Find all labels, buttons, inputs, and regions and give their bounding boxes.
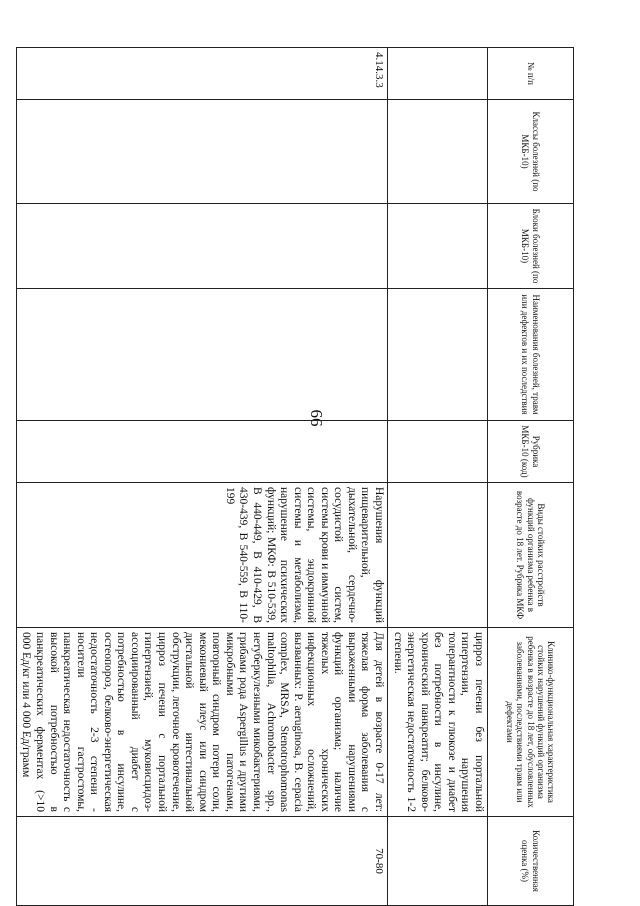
header-clinical: Клинико-функциональная характеристика стойких нарушений функций организма ребенка в возрасте до 18 лет, обусловленных заболеваниями, последствиями травм или дефектами [488,628,574,817]
header-disease: Наименования болезней, травм или дефектов и их последствия [488,289,574,421]
header-score: Количественная оценка (%) [488,817,574,906]
cont-rubric [388,421,488,483]
document-table-wrapper [20,47,574,905]
row-disease [16,289,387,421]
cont-disease [388,289,488,421]
table-row-4-14-3-3 [16,48,387,906]
header-kinds: Виды стойких расстройств функций организма ребенка в возрасте до 18 лет. Рубрика МКФ [488,483,574,628]
row-rubric [16,421,387,483]
disability-criteria-table [16,47,574,906]
row-clinical: Для детей в возрасте 0-17 лет: тяжелая форма заболевания с выраженными нарушениями функций организма; наличие тяжелых хронических инфекционных осложнений, вызванных: P. aeruginosa, B. cepacia complex, MRSA, Stenotrophomonas maltophilia, Achromobacter spp., нетуберкулезными микобактериями, грибами рода Aspergillus и другими микробными патогенами, повторный синдром потери соли, мекониевый илеус или синдром дистальной интестинальной обструкции, легочное кровотечение, цирроз печени с портальной гипертензией, муковисцидоз-ассоциированный диабет с потребностью в инсулине, остеопороз, белково-энергетическая недостаточность 2-3 степени - носители гастростомы, панкреатическая недостаточность с высокой потребностью в панкреатических ферментах (>10 000 Ед/кг или 4 000 Ед/грамм [16,628,387,817]
header-num: № п/п [488,48,574,100]
page-number-text: 66 [307,409,326,427]
cont-kinds [388,483,488,628]
row-num: 4.14.3.3 [16,48,387,100]
cont-block [388,204,488,289]
row-score: 70-80 [16,817,387,906]
header-block: Блоки болезней (по МКБ-10) [488,204,574,289]
cont-score [388,817,488,906]
header-rubric: Рубрика МКБ-10 (код) [488,421,574,483]
row-block [16,204,387,289]
cont-num [388,48,488,100]
row-class [16,100,387,204]
cont-clinical: цирроз печени без портальной гипертензии, нарушения толерантности к глюкозе и диабет без потребности в инсулине, хронический панкреатит; белково-энергетическая недостаточность 1-2 степени. [388,628,488,817]
row-kinds: Нарушения функций пищеварительной, дыхательной, сердечно-сосудистой систем, системы крови и иммунной системы, эндокринной системы и метаболизма, нарушение психических функций; МКФ: В 510-539, В 440-449, В 410-429, В 430-439, В 540-559, В 110-199 [16,483,387,628]
cont-class [388,100,488,204]
header-class: Классы болезней (по МКБ-10) [488,100,574,204]
rotated-table [20,47,574,905]
header-row [488,48,574,906]
continuation-row [388,48,488,906]
